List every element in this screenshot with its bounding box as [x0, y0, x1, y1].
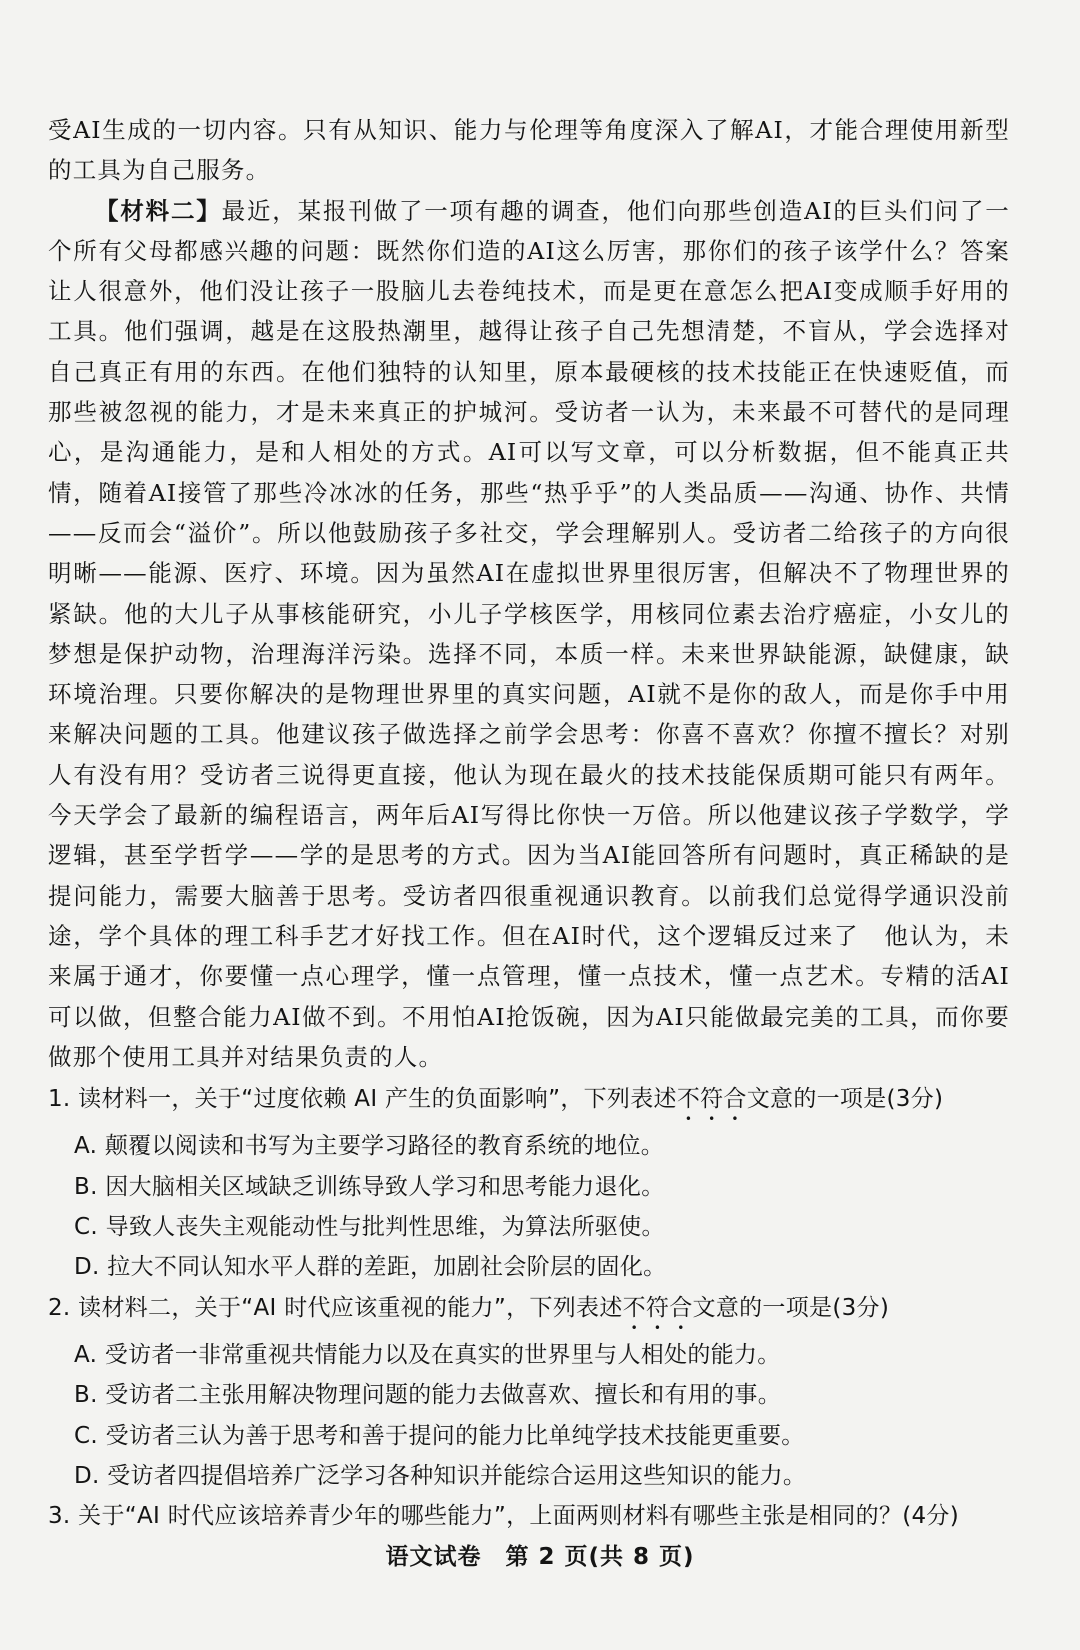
question-stem-tail: 文意的一项是(3分): [746, 1086, 944, 1113]
page-footer: 语文试卷 第 2 页(共 8 页): [385, 1544, 695, 1570]
question-stem-text: 2. 读材料二，关于“AI 时代应该重视的能力”，下列表述: [48, 1294, 623, 1321]
question-stem-text: 1. 读材料一，关于“过度依赖 AI 产生的负面影响”，下列表述: [48, 1086, 677, 1113]
question-2: [48, 1288, 1010, 1497]
material-two-text: 最近，某报刊做了一项有趣的调查，他们向那些创造AI的巨头们问了一个所有父母都感兴趣的问题：既然你们造的AI这么厉害，那你们的孩子该学什么？答案让人很意外，他们没让孩子一股脑儿去卷纯技术，而是更在意怎么把AI变成顺手好用的工具。他们强调，越是在这股热潮里，越得让孩子自己先想清楚，不盲从，学会选择对自己真正有用的东西。在他们独特的认知里，原本最硬核的技术技能正在快速贬值，而那些被忽视的能力，才是未来真正的护城河。受访者一认为，未来最不可替代的是同理心，是沟通能力，是和人相处的方式。AI可以写文章，可以分析数据，但不能真正共情，随着AI接管了那些冷冰冰的任务，那些“热乎乎”的人类品质——沟通、协作、共情——反而会“溢价”。所以他鼓励孩子多社交，学会理解别人。受访者二给孩子的方向很明晰——能源、医疗、环境。因为虽然AI在虚拟世界里很厉害，但解决不了物理世界的紧缺。他的大儿子从事核能研究，小儿子学核医学，用核同位素去治疗癌症，小女儿的梦想是保护动物，治理海洋污染。选择不同，本质一样。未来世界缺能源，缺健康，缺环境治理。只要你解决的是物理世界里的真实问题，AI就不是你的敌人，而是你手中用来解决问题的工具。他建议孩子做选择之前学会思考：你喜不喜欢？你擅不擅长？对别人有没有用？受访者三说得更直接，他认为现在最火的技术技能保质期可能只有两年。今天学会了最新的编程语言，两年后AI写得比你快一万倍。所以他建议孩子学数学，学逻辑，甚至学哲学——学的是思考的方式。因为当AI能回答所有问题时，真正稀缺的是提问能力，需要大脑善于思考。受访者四很重视通识教育。以前我们总觉得学通识没前途，学个具体的理工科手艺才好找工作。但在AI时代，这个逻辑反过来了 他认为，未来属于通才，你要懂一点心理学，懂一点管理，懂一点技术，懂一点艺术。专精的活AI可以做，但整合能力AI做不到。不用怕AI抢饭碗，因为AI只能做最完美的工具，而你要做那个使用工具并对结果负责的人。: [48, 196, 1011, 1071]
option-c: C. 导致人丧失主观能动性与批判性思维，为算法所驱使。: [74, 1213, 665, 1240]
option-c: C. 受访者三认为善于思考和善于提问的能力比单纯学技术技能更重要。: [74, 1422, 805, 1449]
material-two-paragraph: [48, 191, 1010, 1078]
question-stem: [48, 1079, 1010, 1126]
question-stem: [48, 1288, 1010, 1335]
material-two-label: 【材料二】: [95, 196, 222, 225]
material-one-tail-paragraph: 受AI生成的一切内容。只有从知识、能力与伦理等角度深入了解AI，才能合理使用新型的工具为自己服务。: [48, 116, 1010, 185]
option-a: A. 受访者一非常重视共情能力以及在真实的世界里与人相处的能力。: [74, 1341, 781, 1368]
question-stem: 3. 关于“AI 时代应该培养青少年的哪些能力”，上面两则材料有哪些主张是相同的？(4分): [48, 1503, 959, 1530]
option-a: A. 颠覆以阅读和书写为主要学习路径的教育系统的地位。: [74, 1133, 665, 1160]
question-stem-tail: 文意的一项是(3分): [692, 1294, 890, 1321]
emphasized-word: 不符合: [676, 1086, 747, 1113]
option-b: B. 因大脑相关区域缺乏训练导致人学习和思考能力退化。: [74, 1173, 665, 1200]
question-list: [48, 1079, 1010, 1537]
option-d: D. 受访者四提倡培养广泛学习各种知识并能综合运用这些知识的能力。: [74, 1462, 807, 1489]
emphasized-word: 不符合: [622, 1294, 693, 1321]
option-b: B. 受访者二主张用解决物理问题的能力去做喜欢、擅长和有用的事。: [74, 1382, 782, 1409]
question-1: [48, 1079, 1010, 1288]
option-d: D. 拉大不同认知水平人群的差距，加剧社会阶层的固化。: [74, 1254, 667, 1281]
question-3: [48, 1496, 1010, 1536]
reading-material: [48, 110, 1010, 1077]
